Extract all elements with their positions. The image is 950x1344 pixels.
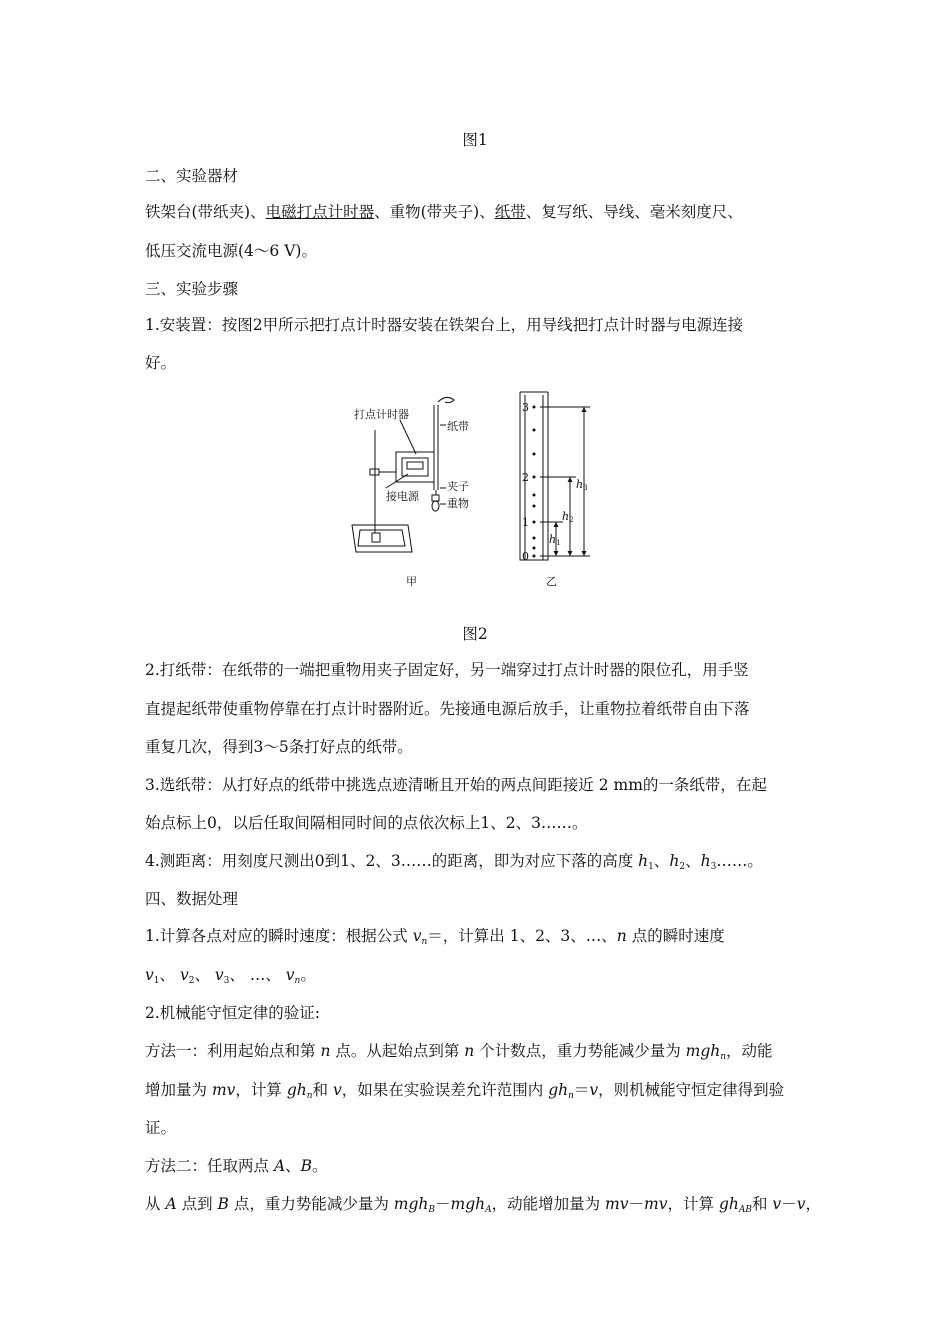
label-tape: 纸带 [447, 420, 469, 433]
label-weight: 重物 [447, 497, 469, 510]
step-2-line-2: 直提起纸带使重物停靠在打点计时器附近。先接通电源后放手，让重物拉着纸带自由下落 [145, 700, 750, 718]
mark-0: 0 [522, 550, 529, 563]
figure-1-caption: 图1 [462, 131, 488, 149]
mark-3: 3 [522, 401, 529, 414]
label-h3: h3 [576, 478, 588, 492]
mark-1: 1 [522, 516, 529, 529]
label-h2: h2 [562, 510, 574, 524]
section-4-title: 四、数据处理 [145, 890, 239, 908]
figure-2-caption: 图2 [462, 625, 488, 643]
step-1-line-2: 好。 [145, 354, 177, 372]
label-timer: 打点计时器 [354, 408, 409, 421]
label-yi: 乙 [546, 575, 557, 588]
label-power: 接电源 [386, 490, 419, 503]
data-1-line-1: 1.计算各点对应的瞬时速度：根据公式 $v_n=$，计算出 1、2、3、…、n 点的瞬时速度 [145, 927, 725, 947]
equipment-line-1: 铁架台(带纸夹)、电磁打点计时器、重物(带夹子)、纸带、复写纸、导线、毫米刻度尺、 [145, 203, 743, 221]
figure-2-diagram [350, 390, 610, 590]
method-2-line-1: 方法二：任取两点 A、B。 [145, 1157, 328, 1175]
label-clip: 夹子 [447, 480, 469, 493]
mark-2: 2 [522, 471, 529, 484]
data-2-title: 2.机械能守恒定律的验证: [145, 1004, 321, 1022]
step-2-line-3: 重复几次，得到3～5条打好点的纸带。 [145, 738, 413, 756]
section-3-title: 三、实验步骤 [145, 280, 239, 298]
step-3-line-1: 3.选纸带：从打好点的纸带中挑选点迹清晰且开始的两点间距接近 2 mm的一条纸带，在起 [145, 776, 767, 794]
method-2-line-2: 从 A 点到 B 点，重力势能减少量为 mgh$_B$－mgh$_A$，动能增加量为 mv－mv，计算 $gh_{AB}$和 v－v， [145, 1195, 821, 1215]
method-1-line-1: 方法一：利用起始点和第 n 点。从起始点到第 n 个计数点，重力势能减少量为 mgh$_n$，动能 [145, 1042, 773, 1062]
method-1-line-3: 证。 [145, 1119, 177, 1137]
label-jia: 甲 [406, 575, 417, 588]
tape-dots [533, 406, 536, 558]
equipment-line-2: 低压交流电源(4～6 V)。 [145, 242, 317, 260]
label-h1: h1 [549, 533, 561, 547]
section-2-title: 二、实验器材 [145, 167, 239, 185]
step-2-line-1: 2.打纸带：在纸带的一端把重物用夹子固定好，另一端穿过打点计时器的限位孔，用手竖 [145, 661, 749, 679]
method-1-line-2: 增加量为 mv，计算 $gh_n$和 v，如果在实验误差允许范围内 $gh_n=v$，则机械能守恒定律得到验 [145, 1081, 785, 1101]
step-1-line-1: 1.安装置：按图2甲所示把打点计时器安装在铁架台上，用导线把打点计时器与电源连接 [145, 316, 744, 334]
data-1-line-2: $v_1$、 $v_2$、 $v_3$、 …、 $v_n$。 [145, 966, 316, 986]
step-4-line: 4.测距离：用刻度尺测出0到1、2、3……的距离，即为对应下落的高度 $h_1$、$h_2$、$h_3\dots\dots$。 [145, 852, 763, 872]
step-3-line-2: 始点标上0，以后任取间隔相同时间的点依次标上1、2、3……。 [145, 814, 588, 832]
